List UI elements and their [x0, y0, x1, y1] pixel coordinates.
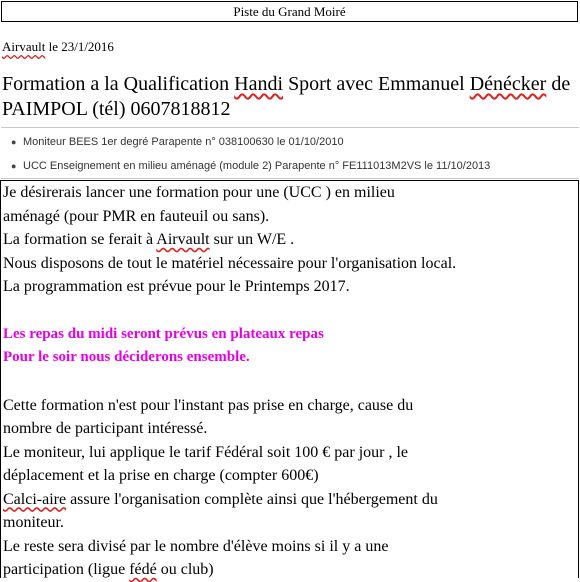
body-text: Airvault	[156, 231, 210, 248]
page-heading	[2, 72, 578, 122]
dateline-place: Airvault	[2, 39, 46, 54]
body-line: moniteur.	[3, 514, 64, 531]
body-line	[3, 228, 578, 252]
body-text: participation (ligue	[3, 561, 130, 578]
header-title: Piste du Grand Moiré	[1, 1, 578, 22]
qualification-text: UCC Enseignement en milieu aménagé (module 2) Parapente n° FE111013M2VS le 11/10/2013	[23, 160, 491, 172]
dateline	[2, 38, 114, 56]
body-line: Cette formation n'est pour l'instant pas prise en charge, cause du	[3, 396, 414, 414]
heading-text: de PAIMPOL (tél) 0607818812	[2, 73, 571, 120]
meals-note: Les repas du midi seront prévus en plateaux repas	[3, 325, 324, 342]
body-line: aménagé (pour PMR en fauteuil ou sans).	[3, 207, 270, 225]
body-text: assure l'organisation complète ainsi que l'hébergement du	[66, 490, 438, 508]
heading-text: Sport avec Emmanuel	[283, 73, 470, 95]
qualification-item	[11, 157, 490, 175]
body-line: Je désirerais lancer une formation pour une (UCC ) en milieu	[3, 184, 395, 201]
bullet-icon: ●	[11, 137, 17, 147]
body-line: Le reste sera divisé par le nombre d'élève moins si il y a une	[3, 537, 389, 555]
qualification-text: Moniteur BEES 1er degré Parapente n° 038100630 le 01/10/2010	[23, 136, 344, 148]
body-line: Nous disposons de tout le matériel nécessaire pour l'organisation local.	[3, 254, 457, 272]
message-body	[0, 180, 579, 578]
body-line: La programmation est prévue pour le Printemps 2017.	[3, 278, 350, 295]
body-text: fédé	[129, 561, 157, 578]
body-line	[3, 488, 578, 512]
dateline-date: le 23/1/2016	[45, 39, 114, 54]
body-line: Le moniteur, lui applique le tarif Fédéral soit 100 € par jour , le	[3, 443, 409, 461]
heading-text: Dénécker	[469, 73, 547, 95]
body-text: Calci-aire	[3, 490, 67, 508]
qualifications-list	[1, 127, 579, 179]
body-line: déplacement et la prise en charge (compter 600€)	[3, 467, 319, 484]
qualification-item	[11, 133, 344, 151]
heading-text: Handi	[234, 73, 284, 95]
body-text: ou club)	[156, 561, 214, 578]
body-text: La formation se ferait à	[3, 231, 157, 248]
body-line: nombre de participant intéressé.	[3, 420, 208, 437]
meals-note: Pour le soir nous déciderons ensemble.	[3, 349, 250, 365]
body-text: sur un W/E .	[209, 231, 295, 248]
heading-text: Formation a la Qualification	[2, 73, 235, 95]
bullet-icon: ●	[11, 161, 17, 171]
body-line	[3, 558, 578, 582]
